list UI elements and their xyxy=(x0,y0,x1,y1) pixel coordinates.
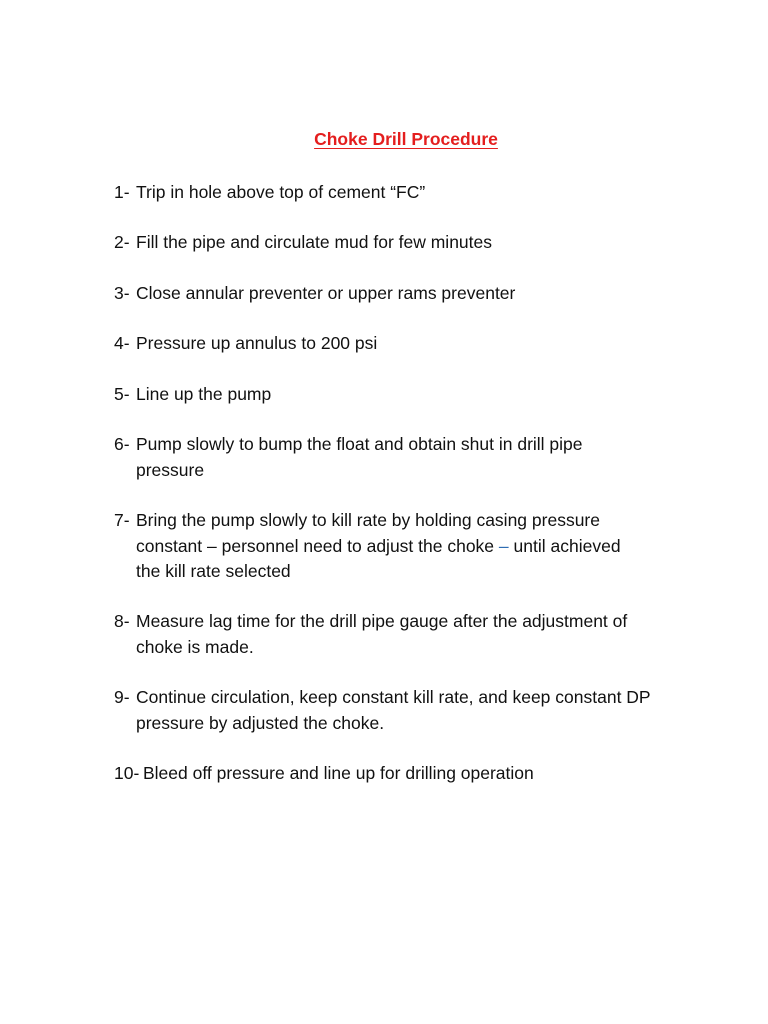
step-2 xyxy=(114,230,714,256)
step-8 xyxy=(114,609,714,660)
step-number: 1- xyxy=(114,182,130,202)
step-6 xyxy=(114,432,714,483)
step-text: Pressure up annulus to 200 psi xyxy=(136,333,378,353)
step-text: Bleed off pressure and line up for drilling operation xyxy=(143,763,534,783)
step-number: 7- xyxy=(114,510,130,530)
step-text: Bring the pump slowly to kill rate by holding casing pressure xyxy=(136,510,600,530)
step-text: Line up the pump xyxy=(136,384,272,404)
step-number: 9- xyxy=(114,687,130,707)
step-text: Close annular preventer or upper rams preventer xyxy=(136,283,516,303)
accent-dash: – xyxy=(498,535,509,556)
step-number: 5- xyxy=(114,384,130,404)
step-text-continued: the kill rate selected xyxy=(136,561,291,581)
step-3 xyxy=(114,281,714,307)
step-1 xyxy=(114,180,714,206)
document-title: Choke Drill Procedure xyxy=(314,129,498,149)
step-4 xyxy=(114,331,714,357)
step-text: Fill the pipe and circulate mud for few minutes xyxy=(136,232,492,252)
step-7 xyxy=(114,508,714,585)
step-5 xyxy=(114,382,714,408)
step-text-continued: pressure xyxy=(136,459,205,480)
step-text: Measure lag time for the drill pipe gauge after the adjustment of xyxy=(136,611,628,631)
step-number: 2- xyxy=(114,232,130,252)
step-number: 10- xyxy=(114,763,140,783)
step-text: Continue circulation, keep constant kill rate, and keep constant DP xyxy=(136,687,651,707)
step-number: 4- xyxy=(114,333,130,353)
step-9 xyxy=(114,685,714,736)
step-text-continued: choke is made. xyxy=(136,636,254,657)
step-number: 8- xyxy=(114,611,130,631)
step-text: Pump slowly to bump the float and obtain shut in drill pipe xyxy=(136,434,583,454)
step-text: Trip in hole above top of cement “FC” xyxy=(136,182,426,202)
step-text-continued: pressure by adjusted the choke. xyxy=(136,712,385,733)
step-number: 3- xyxy=(114,283,130,303)
step-text-continued: until achieved xyxy=(513,535,621,556)
step-10 xyxy=(114,761,714,787)
step-number: 6- xyxy=(114,434,130,454)
step-text-continued: constant – personnel need to adjust the choke xyxy=(136,535,495,556)
